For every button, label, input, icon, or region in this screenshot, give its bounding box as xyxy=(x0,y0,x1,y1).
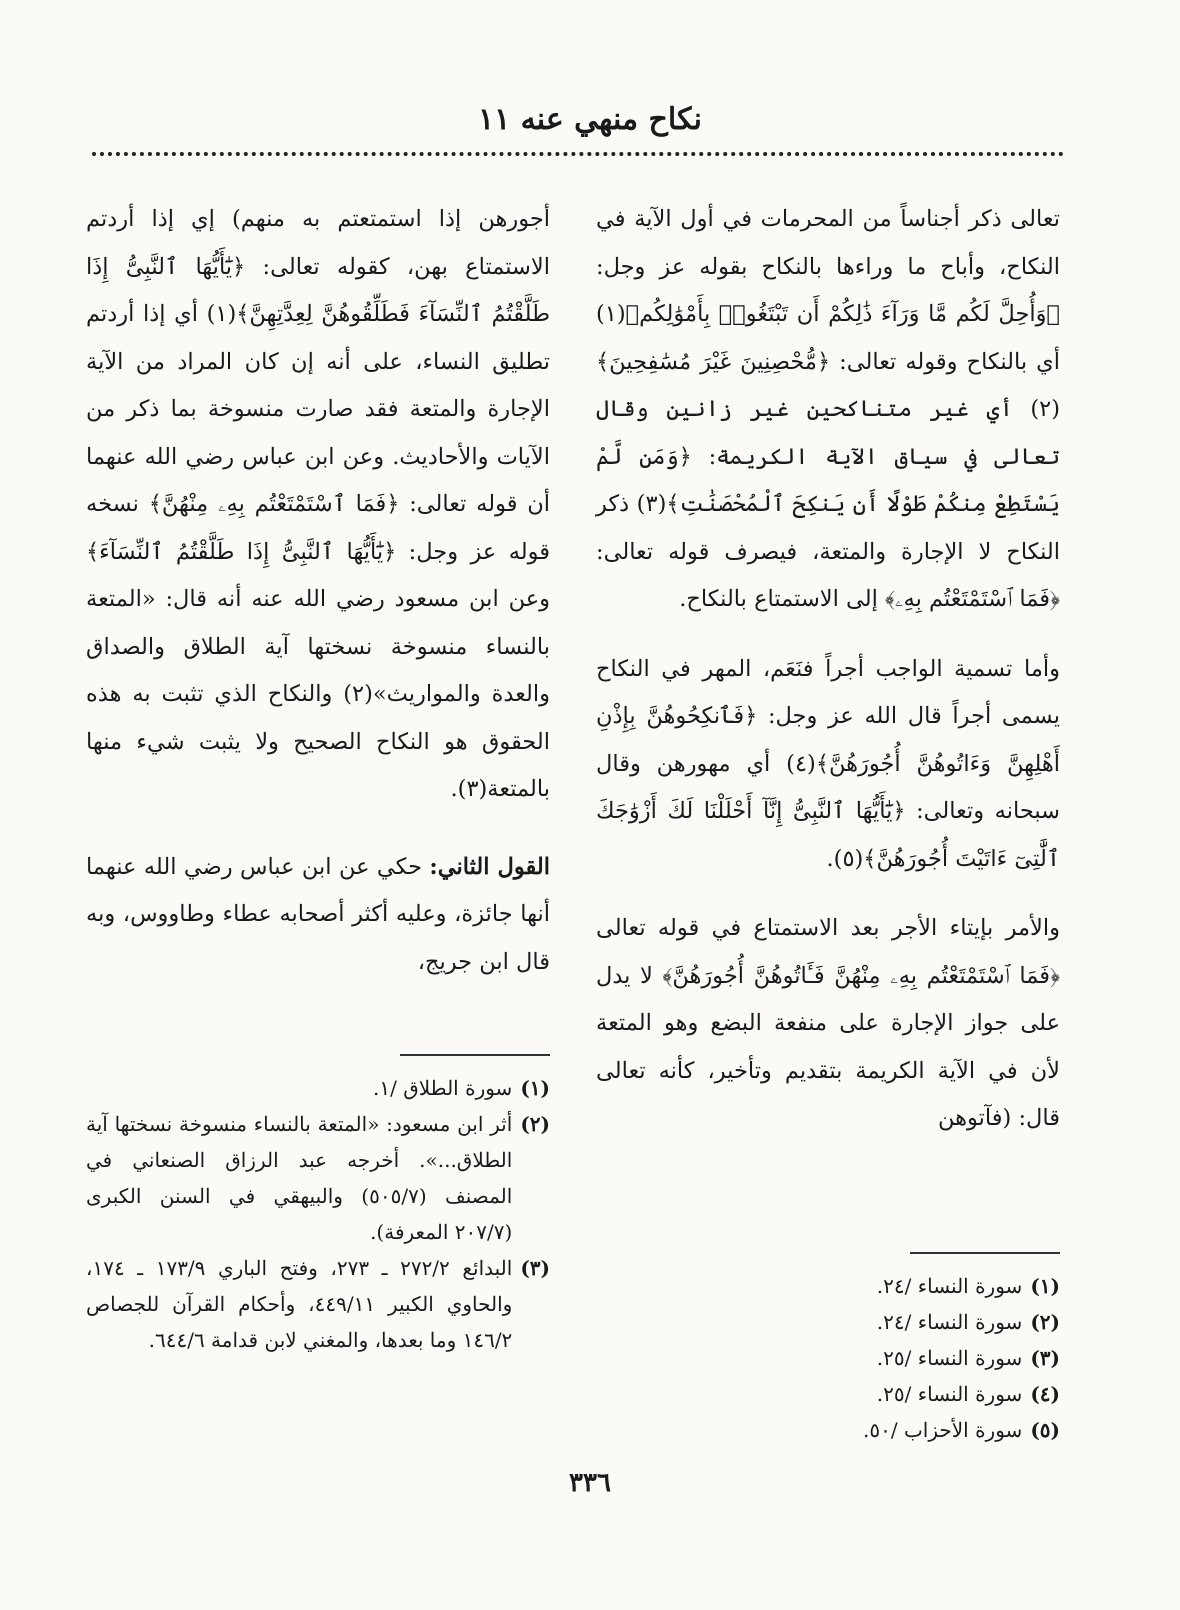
right-column xyxy=(596,196,1060,1143)
paragraph: وأما تسمية الواجب أجراً فنَعَم، المهر في النكاح يسمى أجراً قال الله عز وجل: ﴿فَٱنكِحُوهُنَّ بِإِذْنِ أَهْلِهِنَّ وَءَاتُوهُنَّ أُجُورَهُنَّ﴾(٤) أي مهورهن وقال سبحانه وتعالى: ﴿يَٰٓأَيُّهَا ٱلنَّبِىُّ إِنَّآ أَحْلَلْنَا لَكَ أَزْوَٰجَكَ ٱلَّٰتِىٓ ءَاتَيْتَ أُجُورَهُنَّ﴾(٥). xyxy=(596,655,1061,872)
second-view-paragraph xyxy=(86,844,550,987)
footnote-number: (٥) xyxy=(1030,1418,1060,1442)
footnote-number: (٢) xyxy=(1030,1310,1060,1334)
left-footnotes xyxy=(86,1028,550,1358)
running-head: نكاح منهي عنه ١١ xyxy=(478,102,702,137)
footnote-number: (٣) xyxy=(1030,1346,1060,1370)
second-view-text: حكي عن ابن عباس رضي الله عنهما أنها جائزة، وعليه أكثر أصحابه عطاء وطاووس، وبه قال ابن جريج، xyxy=(86,853,550,975)
footnote xyxy=(596,1304,1060,1340)
footnote-list xyxy=(596,1268,1060,1448)
left-column xyxy=(86,196,550,986)
footnote-text: البدائع ٢٧٢/٢ ـ ٢٧٣، وفتح الباري ١٧٣/٩ ـ ١٧٤، والحاوي الكبير ٤٤٩/١١، وأحكام القرآن للجصاص ١٤٦/٢ وما بعدها، والمغني لابن قدامة ٦٤٤/٦. xyxy=(86,1256,513,1352)
footnote xyxy=(86,1250,550,1358)
footnote xyxy=(596,1268,1060,1304)
footnote-text: سورة النساء /٢٥. xyxy=(876,1346,1023,1370)
footnote-text: سورة النساء /٢٥. xyxy=(876,1382,1023,1406)
right-footnotes xyxy=(596,1226,1060,1448)
footnote-number: (١) xyxy=(1030,1274,1060,1298)
footnote-divider xyxy=(400,1054,550,1056)
footnote xyxy=(596,1340,1060,1376)
second-view-label: القول الثاني: xyxy=(429,853,550,880)
footnote-list xyxy=(86,1070,550,1358)
footnote-number: (٤) xyxy=(1030,1382,1060,1406)
footnote-number: (٣) xyxy=(520,1256,550,1280)
paragraph: والأمر بإيتاء الأجر بعد الاستمتاع في قوله تعالى ﴿فَمَا ٱسْتَمْتَعْتُم بِهِۦ مِنْهُنَّ فَـَٔاتُوهُنَّ أُجُورَهُنَّ﴾ لا يدل على جواز الإجارة على منفعة البضع وهو المتعة لأن في الآية الكريمة بتقديم وتأخير، كأنه تعالى قال: (فآتوهن xyxy=(596,915,1060,1131)
footnote xyxy=(596,1376,1060,1412)
footnote xyxy=(86,1070,550,1106)
dotted-divider xyxy=(92,152,1064,156)
footnote-text: سورة النساء /٢٤. xyxy=(876,1274,1023,1298)
footnote xyxy=(596,1412,1060,1448)
footnote-text: سورة النساء /٢٤. xyxy=(876,1310,1023,1334)
footnote xyxy=(86,1106,550,1250)
footnote-text: أثر ابن مسعود: «المتعة بالنساء منسوخة نسختها آية الطلاق...». أخرجه عبد الرزاق الصنعاني في المصنف (٥٠٥/٧) والبيهقي في السنن الكبرى (٢٠٧/٧ المعرفة). xyxy=(86,1112,513,1244)
footnote-number: (٢) xyxy=(520,1112,550,1136)
footnote-divider xyxy=(910,1252,1060,1254)
paragraph: تعالى ذكر أجناساً من المحرمات في أول الآية في النكاح، وأباح ما وراءها بالنكاح بقوله عز وجل: ﴿وَأُحِلَّ لَكُم مَّا وَرَآءَ ذَٰلِكُمْ أَن تَبْتَغُوا۟ بِأَمْوَٰلِكُم﴾(١) أي بالنكاح وقوله تعالى: ﴿مُّحْصِنِينَ غَيْرَ مُسَٰفِحِينَ﴾(٢) أي غير متناكحين غير زانين وقال تعالى في سياق الآية الكريمة: ﴿وَمَن لَّمْ يَسْتَطِعْ مِنكُمْ طَوْلًا أَن يَنكِحَ ٱلْمُحْصَنَٰتِ﴾(٣) ذكر النكاح لا الإجارة والمتعة، فيصرف قوله تعالى: ﴿فَمَا ٱسْتَمْتَعْتُم بِهِۦ﴾ إلى الاستمتاع بالنكاح. xyxy=(596,206,1060,612)
page-number: ٣٣٦ xyxy=(569,1468,611,1498)
footnote-number: (١) xyxy=(520,1076,550,1100)
paragraph: أجورهن إذا استمتعتم به منهم) إي إذا أردتم الاستمتاع بهن، كقوله تعالى: ﴿يَٰٓأَيُّهَا ٱلنَّبِىُّ إِذَا طَلَّقْتُمُ ٱلنِّسَآءَ فَطَلِّقُوهُنَّ لِعِدَّتِهِنَّ﴾(١) أي إذا أردتم تطليق النساء، على أنه إن كان المراد من الآية الإجارة والمتعة فقد صارت منسوخة بما ذكر من الآيات والأحاديث. وعن ابن عباس رضي الله عنهما أن قوله تعالى: ﴿فَمَا ٱسْتَمْتَعْتُم بِهِۦ مِنْهُنَّ﴾ نسخه قوله عز وجل: ﴿يَٰٓأَيُّهَا ٱلنَّبِىُّ إِذَا طَلَّقْتُمُ ٱلنِّسَآءَ﴾ وعن ابن مسعود رضي الله عنه أنه قال: «المتعة بالنساء منسوخة نسختها آية الطلاق والصداق والعدة والمواريث»(٢) والنكاح الذي تثبت به هذه الحقوق هو النكاح الصحيح ولا يثبت شيء منها بالمتعة(٣). xyxy=(86,206,550,802)
footnote-text: سورة الطلاق /١. xyxy=(373,1076,513,1100)
footnote-text: سورة الأحزاب /٥٠. xyxy=(863,1418,1023,1442)
